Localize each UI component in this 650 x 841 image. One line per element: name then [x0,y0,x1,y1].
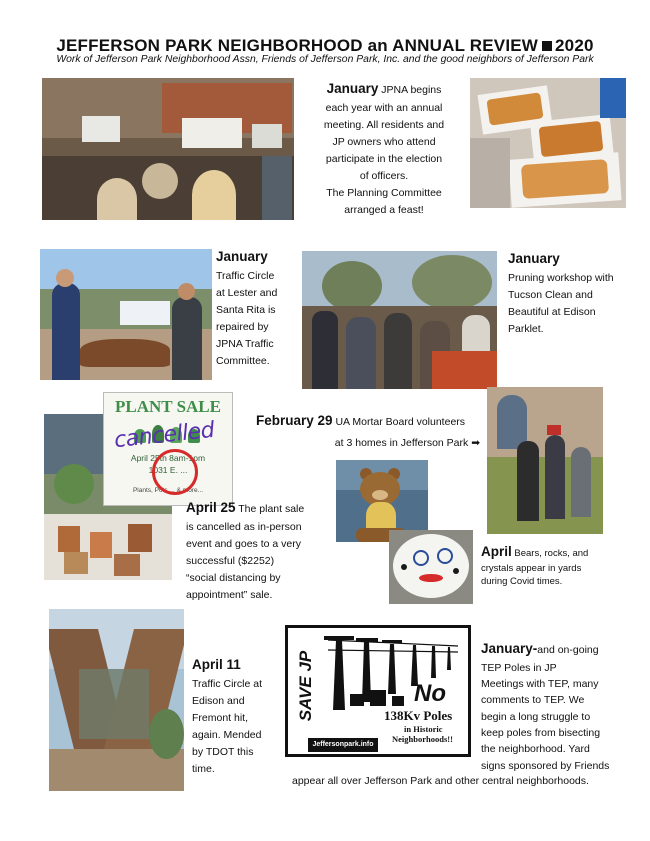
apr-bears-line: crystals appear in yards [481,562,582,574]
tep-lead: and on-going [537,644,599,656]
title-year: 2020 [555,36,594,55]
photo-mortar-board-volunteers [487,387,603,534]
jan-pruning-line: Parklet. [508,322,544,335]
page-subtitle: Work of Jefferson Park Neighborhood Assn, Friends of Jefferson Park, Inc. and the good neighbors of Jefferson Park [56,54,594,65]
sign-houses-icon [350,688,410,706]
square-bullet-icon [542,41,552,51]
sign-poles: 138Kv Poles [384,708,453,723]
poster-address: 1031 E. ... [148,465,188,475]
jan-meeting-line: JP owners who attend [332,135,436,148]
jan-traffic-line: at Lester and [216,286,278,299]
sign-site-text: Jeffersonpark.info [312,741,374,748]
apr-bears-lead: Bears, rocks, and [514,548,589,559]
apr-plant-sale-lead: The plant sale [238,503,305,515]
sign-site [308,738,378,752]
photo-traffic-circle-edison [49,609,184,791]
apr-traffic-line: Edison and [192,694,245,707]
jan-meeting-line: of officers. [359,169,409,182]
tep-last-line: appear all over Jefferson Park and other central neighborhoods. [292,775,589,787]
jan-meeting-month: January [326,81,379,96]
jan-pruning-line: Beautiful at Edison [508,305,596,318]
jan-meeting-lead: JPNA begins [381,84,442,96]
poster-cancelled-stamp: cancelled [112,417,216,454]
jan-meeting-line: meeting. All residents and [323,118,445,131]
apr-traffic-line: Fremont hit, [192,711,249,724]
apr-plant-sale-line: “social distancing by [186,571,281,584]
jan-meeting-line: each year with an annual [325,101,443,114]
apr-plant-sale-line: event and goes to a very [186,537,301,550]
jan-traffic-line: Traffic Circle [216,269,275,282]
feb-mortar-month: February 29 [256,413,333,428]
tep-line: Meetings with TEP, many [481,678,599,691]
apr-traffic-month: April 11 [192,657,241,672]
apr-traffic-line: again. Mended [192,728,262,741]
sign-historic-2: Neighborhoods!! [392,734,453,744]
page-title [0,36,650,56]
jan-meeting-line: participate in the election [325,152,443,165]
poster-footer: Plants, Pots ... & more... [132,487,204,494]
poster-title: PLANT SALE [115,397,221,416]
jan-pruning-month: January [508,251,560,266]
jan-traffic-line: repaired by [216,320,269,333]
text-jan-traffic [216,246,306,370]
plant-sale-poster [103,392,233,506]
sign-historic-1: in Historic [404,724,443,734]
apr-traffic-line: Traffic Circle at [192,677,263,690]
text-jan-pruning [508,248,638,338]
text-apr-plant-sale [186,497,326,604]
jan-traffic-line: Santa Rita is [216,303,276,316]
feb-mortar-line: at 3 homes in Jefferson Park [334,436,469,449]
tep-line: signs sponsored by Friends [481,759,610,772]
tep-month: January- [481,641,538,656]
jan-pruning-line: Pruning workshop with [508,271,614,284]
title-text: JEFFERSON PARK NEIGHBORHOOD an ANNUAL REVIEW [56,36,539,55]
tep-line: TEP Poles in JP [481,661,557,674]
apr-traffic-line: by TDOT this [192,745,254,758]
text-feb-mortar [256,410,486,452]
jan-traffic-line: Committee. [216,354,270,367]
photo-painted-rock [389,530,473,604]
tep-line: keep poles from bisecting [481,726,601,739]
photo-pruning-workshop [302,251,497,389]
photo-traffic-circle-lester [40,249,212,380]
sign-no: No [414,680,446,707]
jan-meeting-line: The Planning Committee [326,186,442,199]
apr-plant-sale-line: successful ($2252) [186,554,275,567]
apr-plant-sale-month: April 25 [186,500,236,515]
jan-pruning-line: Tucson Clean and [508,288,593,301]
jan-traffic-month: January [216,249,268,264]
tep-line: the neighborhood. Yard [481,743,590,756]
jan-traffic-line: JPNA Traffic [216,337,274,350]
photo-pizza-feast [470,78,626,208]
apr-bears-month: April [481,544,512,559]
text-jan-meeting [302,78,466,219]
tep-line: comments to TEP. We [481,694,585,707]
save-jp-yard-sign [285,625,471,757]
apr-plant-sale-line: appointment” sale. [186,588,273,601]
poster-stamp-circle [152,449,198,495]
apr-bears-line: during Covid times. [481,576,563,588]
tep-line: begin a long struggle to [481,710,591,723]
feb-mortar-line: UA Mortar Board volunteers [335,416,466,428]
text-apr-traffic [192,654,282,778]
jan-meeting-line: arranged a feast! [344,203,424,216]
poster-date: April 25th 8am-1pm [130,453,206,463]
text-tep-poles [481,639,631,774]
text-apr-bears [481,543,621,588]
apr-traffic-line: time. [192,762,215,775]
arrow-right-icon: ➡ [471,436,480,449]
sign-save-jp: SAVE JP [296,650,315,722]
apr-plant-sale-line: is cancelled as in-person [186,520,302,533]
photo-annual-meeting [42,78,294,220]
